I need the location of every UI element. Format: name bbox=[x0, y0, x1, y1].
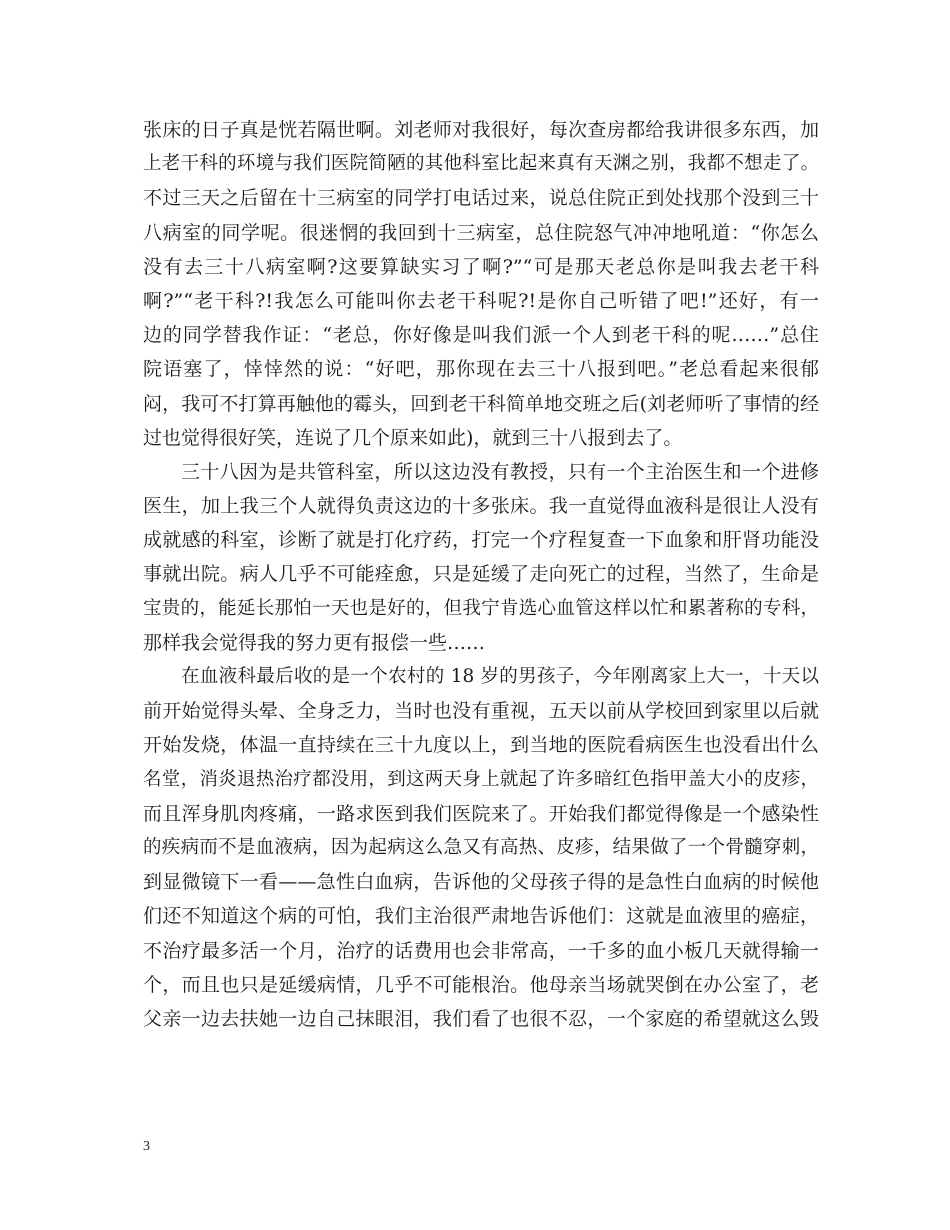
text-line: 事就出院。病人几乎不可能痊愈，只是延缓了走向死亡的过程，当然了，生命是 bbox=[143, 563, 819, 586]
text-line: 医生，加上我三个人就得负责这边的十多张床。我一直觉得血液科是很让人没有 bbox=[143, 495, 819, 518]
text-line: 的疾病而不是血液病，因为起病这么急又有高热、皮疹，结果做了一个骨髓穿刺， bbox=[143, 836, 819, 858]
text-line: 名堂，消炎退热治疗都没用，到这两天身上就起了许多暗红色指甲盖大小的皮疹， bbox=[143, 768, 819, 790]
text-line: 们还不知道这个病的可怕，我们主治很严肃地告诉他们：这就是血液里的癌症， bbox=[143, 905, 819, 928]
text-line: 开始发烧，体温一直持续在三十九度以上，到当地的医院看病医生也没看出什么 bbox=[143, 734, 819, 757]
paragraph-3 bbox=[143, 660, 819, 1036]
text-line: 宝贵的，能延长那怕一天也是好的，但我宁肯选心血管这样以忙和累著称的专科， bbox=[143, 597, 819, 619]
text-line: 院语塞了，悻悻然的说：“好吧，那你现在去三十八报到吧。”老总看起来很郁 bbox=[143, 358, 819, 381]
text-line: 啊?”“老干科?!我怎么可能叫你去老干科呢?!是你自己听错了吧!”还好，有一 bbox=[143, 289, 819, 312]
text-line: 过也觉得很好笑，连说了几个原来如此)，就到三十八报到去了。 bbox=[143, 426, 683, 449]
text-line: 而且浑身肌肉疼痛，一路求医到我们医院来了。开始我们都觉得像是一个感染性 bbox=[143, 802, 819, 825]
text-line: 到显微镜下一看——急性白血病，告诉他的父母孩子得的是急性白血病的时候他 bbox=[143, 871, 819, 894]
text-line: 个，而且也只是延缓病情，几乎不可能根治。他母亲当场就哭倒在办公室了，老 bbox=[143, 973, 819, 996]
text-line: 成就感的科室，诊断了就是打化疗药，打完一个疗程复查一下血象和肝肾功能没 bbox=[143, 529, 819, 552]
paragraph-1 bbox=[143, 113, 819, 455]
text-line: 那样我会觉得我的努力更有报偿一些…… bbox=[143, 631, 486, 654]
text-line: 闷，我可不打算再触他的霉头，回到老干科简单地交班之后(刘老师听了事情的经 bbox=[143, 392, 819, 415]
document-body bbox=[143, 113, 819, 1036]
text-line: 没有去三十八病室啊?这要算缺实习了啊?”“可是那天老总你是叫我去老干科 bbox=[143, 255, 819, 278]
text-line: 边的同学替我作证：“老总，你好像是叫我们派一个人到老干科的呢……”总住 bbox=[143, 324, 819, 347]
paragraph-2 bbox=[143, 455, 819, 660]
text-line: 上老干科的环境与我们医院简陋的其他科室比起来真有天渊之别，我都不想走了。 bbox=[143, 153, 819, 175]
text-line: 在血液科最后收的是一个农村的 18 岁的男孩子，今年刚离家上大一，十天以 bbox=[181, 666, 819, 687]
text-line: 八病室的同学呢。很迷惘的我回到十三病室，总住院怒气冲冲地吼道：“你怎么 bbox=[143, 221, 819, 244]
text-line: 张床的日子真是恍若隔世啊。刘老师对我很好，每次查房都给我讲很多东西，加 bbox=[143, 119, 819, 141]
text-line: 不治疗最多活一个月，治疗的话费用也会非常高，一千多的血小板几天就得输一 bbox=[143, 939, 819, 962]
page-number: 3 bbox=[143, 1139, 150, 1154]
text-line: 三十八因为是共管科室，所以这边没有教授，只有一个主治医生和一个进修 bbox=[181, 460, 819, 483]
text-line: 不过三天之后留在十三病室的同学打电话过来，说总住院正到处找那个没到三十 bbox=[143, 187, 819, 210]
text-line: 前开始觉得头晕、全身乏力，当时也没有重视，五天以前从学校回到家里以后就 bbox=[143, 700, 819, 723]
text-line: 父亲一边去扶她一边自己抹眼泪，我们看了也很不忍，一个家庭的希望就这么毁 bbox=[143, 1007, 819, 1030]
